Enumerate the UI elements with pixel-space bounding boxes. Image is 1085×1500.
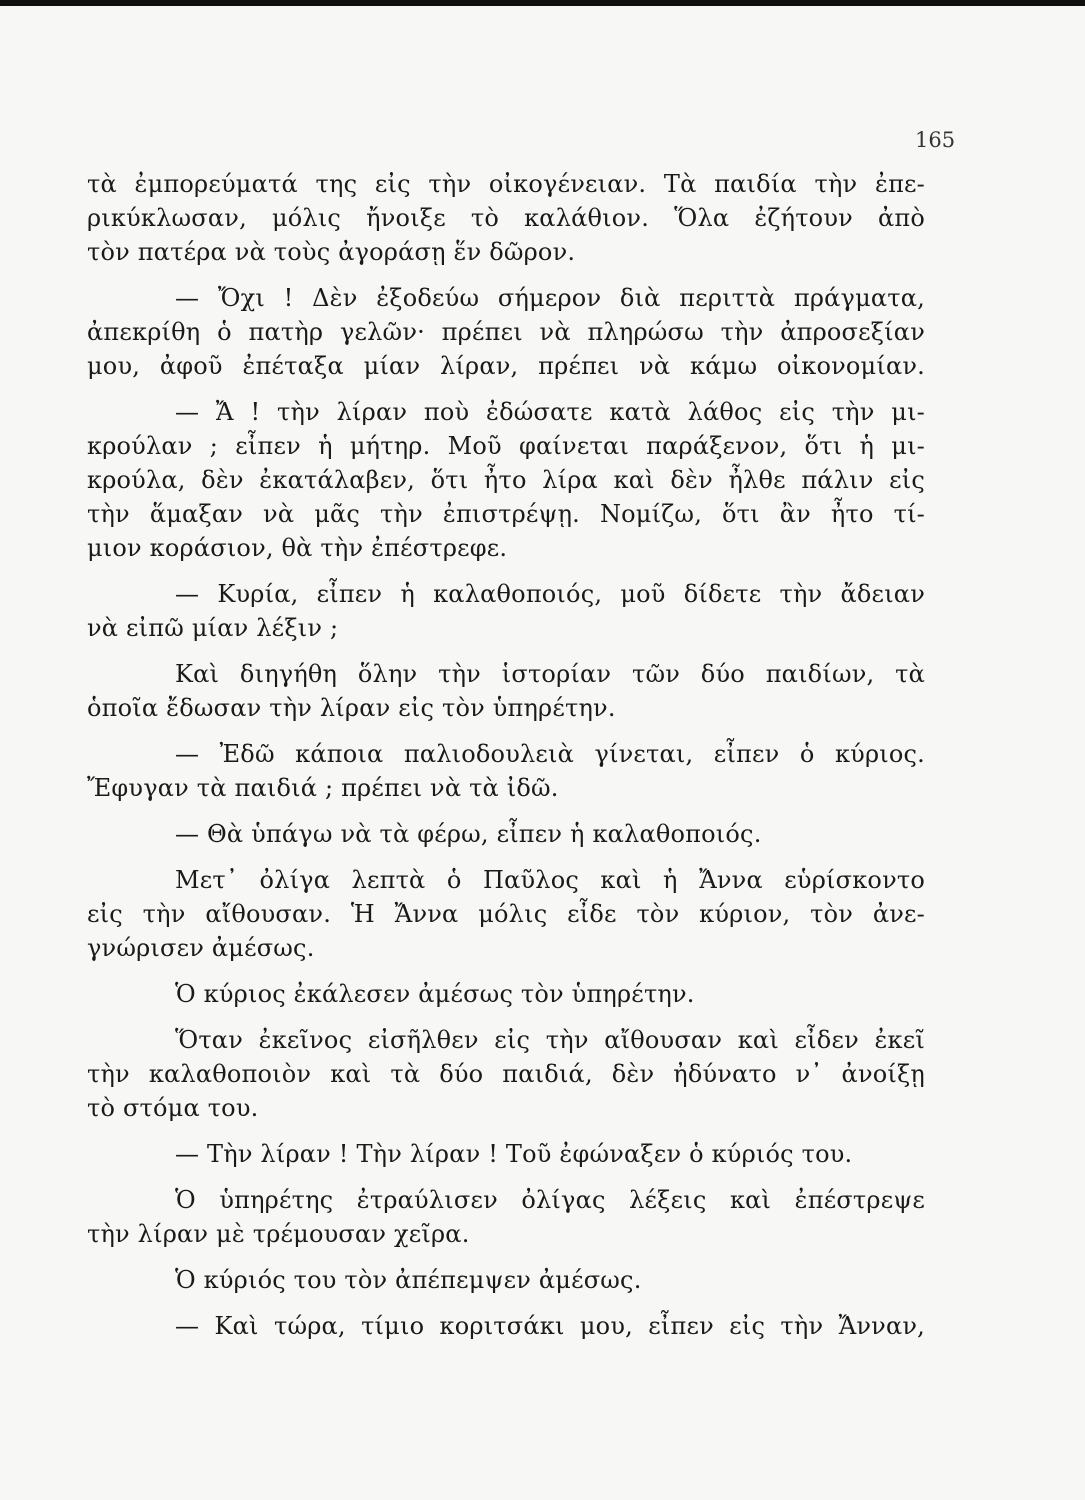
body-text [87, 167, 925, 1343]
text-line: τὴν ἅμαξαν νὰ μᾶς τὴν ἐπιστρέψῃ. Νομίζω, ὅτι ἂν ἦτο τί- [87, 500, 925, 528]
text-line: τὸ στόμα του. [87, 1094, 259, 1122]
text-line: τὴν καλαθοποιὸν καὶ τὰ δύο παιδιά, δὲν ἠδύνατο ν᾽ ἀνοίξῃ [87, 1060, 925, 1088]
text-line: Ὅταν ἐκεῖνος εἰσῆλθεν εἰς τὴν αἴθουσαν καὶ εἶδεν ἐκεῖ [175, 1026, 925, 1054]
text-line: — Τὴν λίραν ! Τὴν λίραν ! Τοῦ ἐφώναξεν ὁ κύριός του. [175, 1140, 853, 1168]
text-line: Ὁ ὑπηρέτης ἐτραύλισεν ὀλίγας λέξεις καὶ ἐπέστρεψε [175, 1186, 925, 1214]
text-line: — Ὄχι ! Δὲν ἐξοδεύω σήμερον διὰ περιττὰ πράγματα, [175, 284, 925, 312]
text-line: Ὁ κύριός του τὸν ἀπέπεμψεν ἀμέσως. [175, 1266, 642, 1294]
text-line: — Ἐδῶ κάποια παλιοδουλειὰ γίνεται, εἶπεν ὁ κύριος. [175, 740, 925, 768]
text-line: κρούλα, δὲν ἐκατάλαβεν, ὅτι ἦτο λίρα καὶ δὲν ἦλθε πάλιν εἰς [87, 466, 925, 494]
page-number: 165 [915, 128, 956, 152]
text-line: μου, ἀφοῦ ἐπέταξα μίαν λίραν, πρέπει νὰ κάμω οἰκονομίαν. [87, 352, 925, 380]
page-top-edge [0, 0, 1085, 6]
text-line: ἀπεκρίθη ὁ πατὴρ γελῶν· πρέπει νὰ πληρώσω τὴν ἀπροσεξίαν [87, 318, 925, 346]
text-line: ρικύκλωσαν, μόλις ἤνοιξε τὸ καλάθιον. Ὅλα ἐζήτουν ἀπὸ [87, 204, 925, 232]
text-line: κρούλαν ; εἶπεν ἡ μήτηρ. Μοῦ φαίνεται παράξενον, ὅτι ἡ μι- [87, 432, 925, 460]
text-line: τὸν πατέρα νὰ τοὺς ἀγοράσῃ ἕν δῶρον. [87, 238, 576, 266]
text-line: Ὁ κύριος ἐκάλεσεν ἀμέσως τὸν ὑπηρέτην. [175, 980, 695, 1008]
text-line: τὰ ἐμπορεύματά της εἰς τὴν οἰκογένειαν. Τὰ παιδία τὴν ἐπε- [87, 170, 925, 198]
text-line: ὁποῖα ἔδωσαν τὴν λίραν εἰς τὸν ὑπηρέτην. [87, 694, 616, 722]
text-line: — Κυρία, εἶπεν ἡ καλαθοποιός, μοῦ δίδετε τὴν ἄδειαν [175, 580, 925, 608]
text-line: Καὶ διηγήθη ὅλην τὴν ἱστορίαν τῶν δύο παιδίων, τὰ [175, 660, 925, 688]
text-line: τὴν λίραν μὲ τρέμουσαν χεῖρα. [87, 1220, 470, 1248]
text-line: — Καὶ τώρα, τίμιο κοριτσάκι μου, εἶπεν εἰς τὴν Ἄνναν, [175, 1312, 925, 1340]
text-line: γνώρισεν ἀμέσως. [87, 934, 315, 962]
text-line: μιον κοράσιον, θὰ τὴν ἐπέστρεφε. [87, 534, 508, 562]
text-line: νὰ εἰπῶ μίαν λέξιν ; [87, 614, 339, 642]
text-line: εἰς τὴν αἴθουσαν. Ἡ Ἄννα μόλις εἶδε τὸν κύριον, τὸν ἀνε- [87, 900, 925, 928]
text-line: — Ἄ ! τὴν λίραν ποὺ ἐδώσατε κατὰ λάθος εἰς τὴν μι- [175, 398, 925, 426]
text-line: Μετ᾽ ὀλίγα λεπτὰ ὁ Παῦλος καὶ ἡ Ἄννα εὑρίσκοντο [175, 866, 925, 894]
text-line: Ἔφυγαν τὰ παιδιά ; πρέπει νὰ τὰ ἰδῶ. [87, 774, 559, 802]
text-line: — Θὰ ὑπάγω νὰ τὰ φέρω, εἶπεν ἡ καλαθοποιός. [175, 820, 762, 848]
